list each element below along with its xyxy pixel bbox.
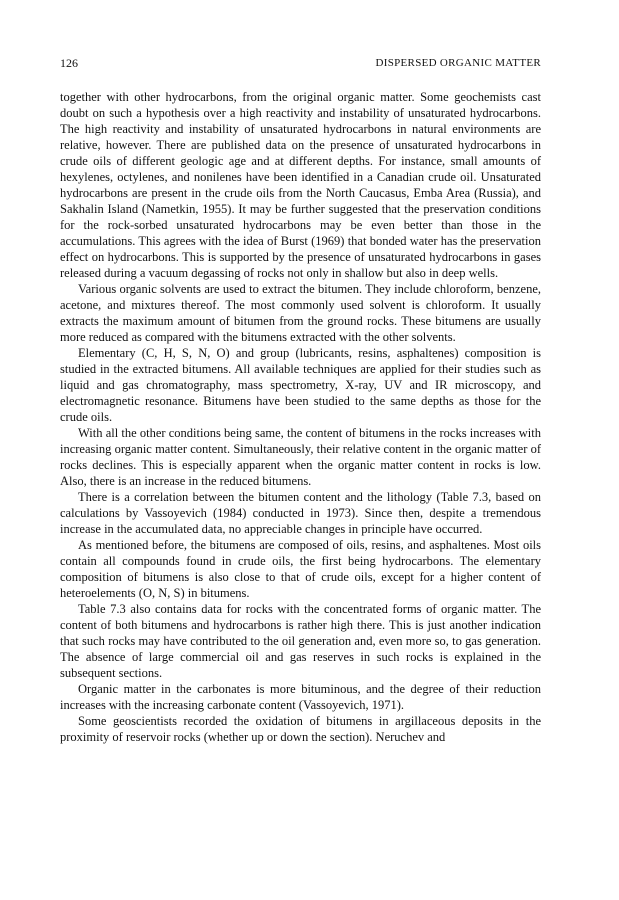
page-number: 126 (60, 56, 78, 70)
paragraph: Some geoscientists recorded the oxidation of bitumens in argillaceous deposits in the proximity of reservoir rocks (whether up or down the section). Neruchev and (60, 714, 541, 744)
paragraph: Elementary (C, H, S, N, O) and group (lubricants, resins, asphaltenes) composition is studied in the extracted bitumens. All available techniques are applied for their studies such as liquid and gas chromatography, mass spectrometry, X-ray, UV and IR microscopy, and electromagnetic resonance. Bitumens have been studied to the same depths as those for the crude oils. (60, 346, 541, 424)
running-head (60, 54, 541, 72)
paragraph: Various organic solvents are used to extract the bitumen. They include chloroform, benzene, acetone, and mixtures thereof. The most commonly used solvent is chloroform. It usually extracts the maximum amount of bitumen from the ground rocks. These bitumens are usually more reduced as compared with the bitumens extracted with the other solvents. (60, 282, 541, 344)
body-text (60, 89, 541, 745)
section-title: DISPERSED ORGANIC MATTER (375, 57, 541, 69)
paragraph: together with other hydrocarbons, from the original organic matter. Some geochemists cast doubt on such a hypothesis over a high reactivity and instability of unsaturated hydrocarbons. The high reactivity and instability of unsaturated hydrocarbons in natural environments are relative, however. There are published data on the presence of unsaturated hydrocarbons in crude oils of different geologic age and at different depths. For instance, small amounts of hexylenes, octylenes, and nonilenes have been identified in a Canadian crude oil. Unsaturated hydrocarbons are present in the crude oils from the North Caucasus, Emba Area (Russia), and Sakhalin Island (Nametkin, 1955). It may be further suggested that the preservation conditions for the rock-sorbed unsaturated hydrocarbons may be even better than those in the accumulations. This agrees with the idea of Burst (1969) that bonded water has the preservation effect on hydrocarbons. This is supported by the presence of unsaturated hydrocarbons in gases released during a vacuum degassing of rocks not only in shallow but also in deep wells. (60, 90, 541, 280)
paragraph: As mentioned before, the bitumens are composed of oils, resins, and asphaltenes. Most oils contain all compounds found in crude oils, the first being hydrocarbons. The elementary composition of bitumens is also close to that of crude oils, except for a higher content of heteroelements (O, N, S) in bitumens. (60, 538, 541, 600)
paragraph: There is a correlation between the bitumen content and the lithology (Table 7.3, based on calculations by Vassoyevich (1984) conducted in 1973). Since then, despite a tremendous increase in the accumulated data, no appreciable changes in principle have occurred. (60, 490, 541, 536)
paragraph: Table 7.3 also contains data for rocks with the concentrated forms of organic matter. The content of both bitumens and hydrocarbons is rather high there. This is just another indication that such rocks may have contributed to the oil generation and, even more so, to gas generation. The absence of large commercial oil and gas reserves in such rocks is explained in the subsequent sections. (60, 602, 541, 680)
paragraph: With all the other conditions being same, the content of bitumens in the rocks increases with increasing organic matter content. Simultaneously, their relative content in the organic matter of rocks declines. This is especially apparent when the organic matter content in rocks is low. Also, there is an increase in the reduced bitumens. (60, 426, 541, 488)
paragraph: Organic matter in the carbonates is more bituminous, and the degree of their reduction increases with the increasing carbonate content (Vassoyevich, 1971). (60, 682, 541, 712)
